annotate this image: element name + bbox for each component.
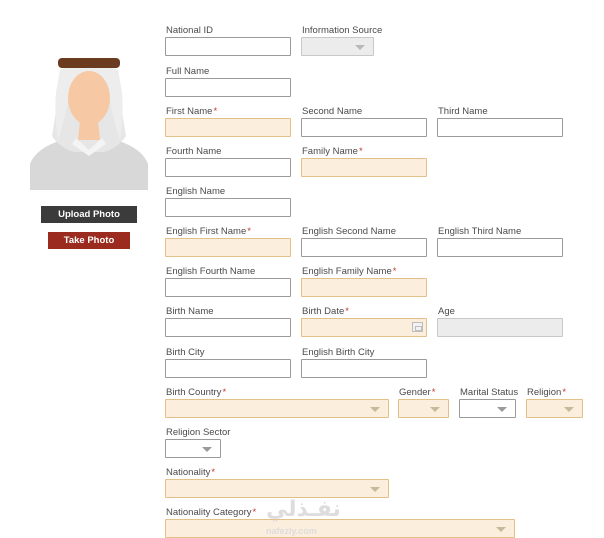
information-source-select[interactable] (301, 37, 374, 56)
age-label: Age (438, 306, 455, 317)
national-id-field[interactable] (165, 37, 291, 56)
birth-name-label: Birth Name (166, 306, 214, 317)
required-asterisk: * (222, 387, 227, 398)
required-asterisk: * (358, 146, 363, 157)
english-third-name-label: English Third Name (438, 226, 522, 237)
family-name-text: Family Name (302, 146, 358, 157)
required-asterisk: * (392, 266, 397, 277)
required-asterisk: * (211, 467, 216, 478)
person-ghutra-icon (30, 52, 148, 190)
birth-name-field[interactable] (165, 318, 291, 337)
english-first-name-text: English First Name (166, 226, 247, 237)
religion-label (527, 387, 566, 398)
family-name-field[interactable] (301, 158, 427, 177)
english-name-field[interactable] (165, 198, 291, 217)
religion-select[interactable] (526, 399, 583, 418)
first-name-text: First Name (166, 106, 213, 117)
required-asterisk: * (213, 106, 218, 117)
english-fourth-name-label: English Fourth Name (166, 266, 256, 277)
gender-select[interactable] (398, 399, 449, 418)
watermark-arabic: نفـذلي (266, 497, 341, 522)
english-family-name-text: English Family Name (302, 266, 392, 277)
nationality-text: Nationality (166, 467, 211, 478)
english-first-name-field[interactable] (165, 238, 291, 257)
nationality-label (166, 467, 215, 478)
fourth-name-field[interactable] (165, 158, 291, 177)
upload-photo-button[interactable]: Upload Photo (41, 206, 137, 223)
age-field (437, 318, 563, 337)
religion-sector-label: Religion Sector (166, 427, 231, 438)
gender-label (399, 387, 435, 398)
required-asterisk: * (562, 387, 567, 398)
fourth-name-label: Fourth Name (166, 146, 222, 157)
birth-country-label (166, 387, 226, 398)
marital-status-select[interactable] (459, 399, 516, 418)
birth-city-label: Birth City (166, 347, 205, 358)
information-source-label: Information Source (302, 25, 383, 36)
required-asterisk: * (252, 507, 257, 518)
second-name-field[interactable] (301, 118, 427, 137)
third-name-field[interactable] (437, 118, 563, 137)
gender-text: Gender (399, 387, 431, 398)
english-first-name-label (166, 226, 251, 237)
full-name-field[interactable] (165, 78, 291, 97)
required-asterisk: * (345, 306, 349, 317)
first-name-label (166, 106, 217, 117)
watermark-latin: nafezly.com (266, 526, 317, 536)
birth-country-text: Birth Country (166, 387, 222, 398)
take-photo-button[interactable]: Take Photo (48, 232, 130, 249)
marital-status-label: Marital Status (460, 387, 519, 398)
english-third-name-field[interactable] (437, 238, 563, 257)
english-birth-city-field[interactable] (301, 359, 427, 378)
avatar (30, 52, 148, 190)
nationality-category-label (166, 507, 256, 518)
birth-date-text: Birth Date (302, 306, 345, 317)
full-name-label: Full Name (166, 66, 210, 77)
second-name-label: Second Name (302, 106, 363, 117)
english-fourth-name-field[interactable] (165, 278, 291, 297)
birth-date-field[interactable] (301, 318, 427, 337)
required-asterisk: * (431, 387, 436, 398)
calendar-icon[interactable] (412, 322, 423, 332)
english-second-name-label: English Second Name (302, 226, 396, 237)
birth-city-field[interactable] (165, 359, 291, 378)
nationality-select[interactable] (165, 479, 389, 498)
first-name-field[interactable] (165, 118, 291, 137)
nationality-category-text: Nationality Category (166, 507, 252, 518)
english-family-name-field[interactable] (301, 278, 427, 297)
religion-text: Religion (527, 387, 562, 398)
english-family-name-label (302, 266, 396, 277)
birth-country-select[interactable] (165, 399, 389, 418)
third-name-label: Third Name (438, 106, 488, 117)
nationality-category-select[interactable] (165, 519, 515, 538)
english-birth-city-label: English Birth City (302, 347, 375, 358)
birth-date-label (302, 306, 349, 317)
religion-sector-select[interactable] (165, 439, 221, 458)
english-second-name-field[interactable] (301, 238, 427, 257)
english-name-label: English Name (166, 186, 226, 197)
family-name-label (302, 146, 363, 157)
required-asterisk: * (247, 226, 251, 237)
national-id-label: National ID (166, 25, 213, 36)
